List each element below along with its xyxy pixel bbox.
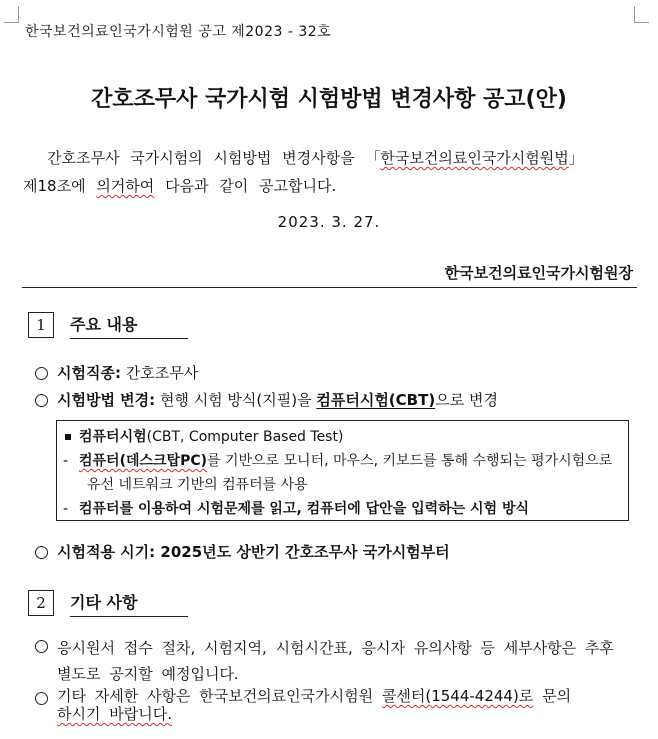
- etc-item-2-text: 문의: [533, 687, 572, 705]
- bullet-value: 2025년도 상반기 간호조무사 국가시험부터: [155, 543, 450, 561]
- circle-bullet-icon: [35, 546, 48, 559]
- bullet-apply-date: [35, 541, 635, 562]
- dash-marker: -: [63, 453, 69, 469]
- bullet-exam-method: [35, 389, 635, 410]
- page-corner-marker-left: [4, 6, 19, 23]
- square-bullet-icon: [65, 434, 71, 440]
- intro-text: 간호조무사 국가시험의 시험방법 변경사항을 「: [47, 149, 381, 167]
- intro-line-1: [23, 144, 637, 172]
- etc-item-2-line-2: 하시기 바랍니다.: [57, 705, 172, 723]
- call-center-number: 콜센터(1544-4244)로: [381, 687, 534, 705]
- circle-bullet-icon: [35, 367, 48, 380]
- cbt-heading-bold: 컴퓨터시험: [79, 429, 147, 445]
- cbt-item-2-text: 컴퓨터를 이용하여 시험문제를 읽고, 컴퓨터에 답안을 입력하는 시험 방식: [79, 501, 530, 517]
- etc-item-1-line-2: 별도로 공지할 예정입니다.: [57, 665, 239, 683]
- notice-date: 2023. 3. 27.: [277, 213, 381, 231]
- intro-bracket: 」: [568, 149, 584, 167]
- cbt-heading: [63, 425, 628, 449]
- cbt-term: 컴퓨터시험(CBT): [316, 391, 436, 409]
- intro-text: 제18조에: [23, 177, 97, 195]
- cbt-item-1-text: 를 기반으로 모니터, 마우스, 키보드를 통해 수행되는 평가시험으로: [207, 453, 613, 469]
- notice-number: 한국보건의료인국가시험원 공고 제2023 - 32호: [25, 24, 332, 40]
- section-title: 주요 내용: [70, 312, 188, 339]
- bullet-value: 간호조무사: [120, 364, 199, 382]
- document-title: 간호조무사 국가시험 시험방법 변경사항 공고(안): [91, 87, 567, 112]
- bullet-value: 으로 변경: [435, 391, 498, 409]
- cbt-item-1: [63, 449, 628, 473]
- intro-line-2: [23, 172, 637, 200]
- etc-item-schedule: [35, 635, 635, 687]
- bullet-exam-type: [35, 362, 635, 383]
- bullet-label: 시험직종:: [57, 364, 121, 382]
- dash-marker: -: [63, 501, 69, 517]
- section-number: 1: [28, 312, 54, 338]
- bullet-label: 시험방법 변경:: [57, 391, 156, 409]
- spellcheck-word: 의거하여: [96, 177, 155, 195]
- etc-item-2-text: 기타 자세한 사항은 한국보건의료인국가시험원: [57, 687, 382, 705]
- section-number: 2: [28, 590, 54, 616]
- circle-bullet-icon: [35, 394, 48, 407]
- etc-item-1-line-1: 응시원서 접수 절차, 시험지역, 시험시간표, 응시자 유의사항 등 세부사항은 추후: [57, 639, 614, 657]
- bullet-label: 시험적용 시기:: [57, 543, 156, 561]
- cbt-item-2: [63, 497, 628, 521]
- cbt-item-1-continued: 유선 네트워크 기반의 컴퓨터를 사용: [87, 477, 308, 493]
- section-title: 기타 사항: [70, 590, 188, 617]
- section-heading-main: [28, 311, 188, 339]
- law-name: 한국보건의료인국가시험원법: [380, 149, 569, 167]
- divider: [22, 287, 637, 288]
- cbt-heading-rest: (CBT, Computer Based Test): [146, 429, 344, 445]
- circle-bullet-icon: [35, 640, 48, 653]
- page-corner-marker-right: [634, 6, 649, 23]
- bullet-value: 현행 시험 방식(지필)을: [155, 391, 317, 409]
- cbt-definition-box: [56, 420, 629, 521]
- etc-item-contact: [35, 687, 635, 723]
- issuer-name: 한국보건의료인국가시험원장: [444, 264, 633, 282]
- section-heading-etc: [28, 589, 188, 617]
- intro-paragraph: [23, 144, 637, 200]
- cbt-item-1-bold: 컴퓨터(데스크탑PC): [79, 453, 207, 469]
- circle-bullet-icon: [35, 692, 48, 705]
- intro-text: 다음과 같이 공고합니다.: [154, 177, 337, 195]
